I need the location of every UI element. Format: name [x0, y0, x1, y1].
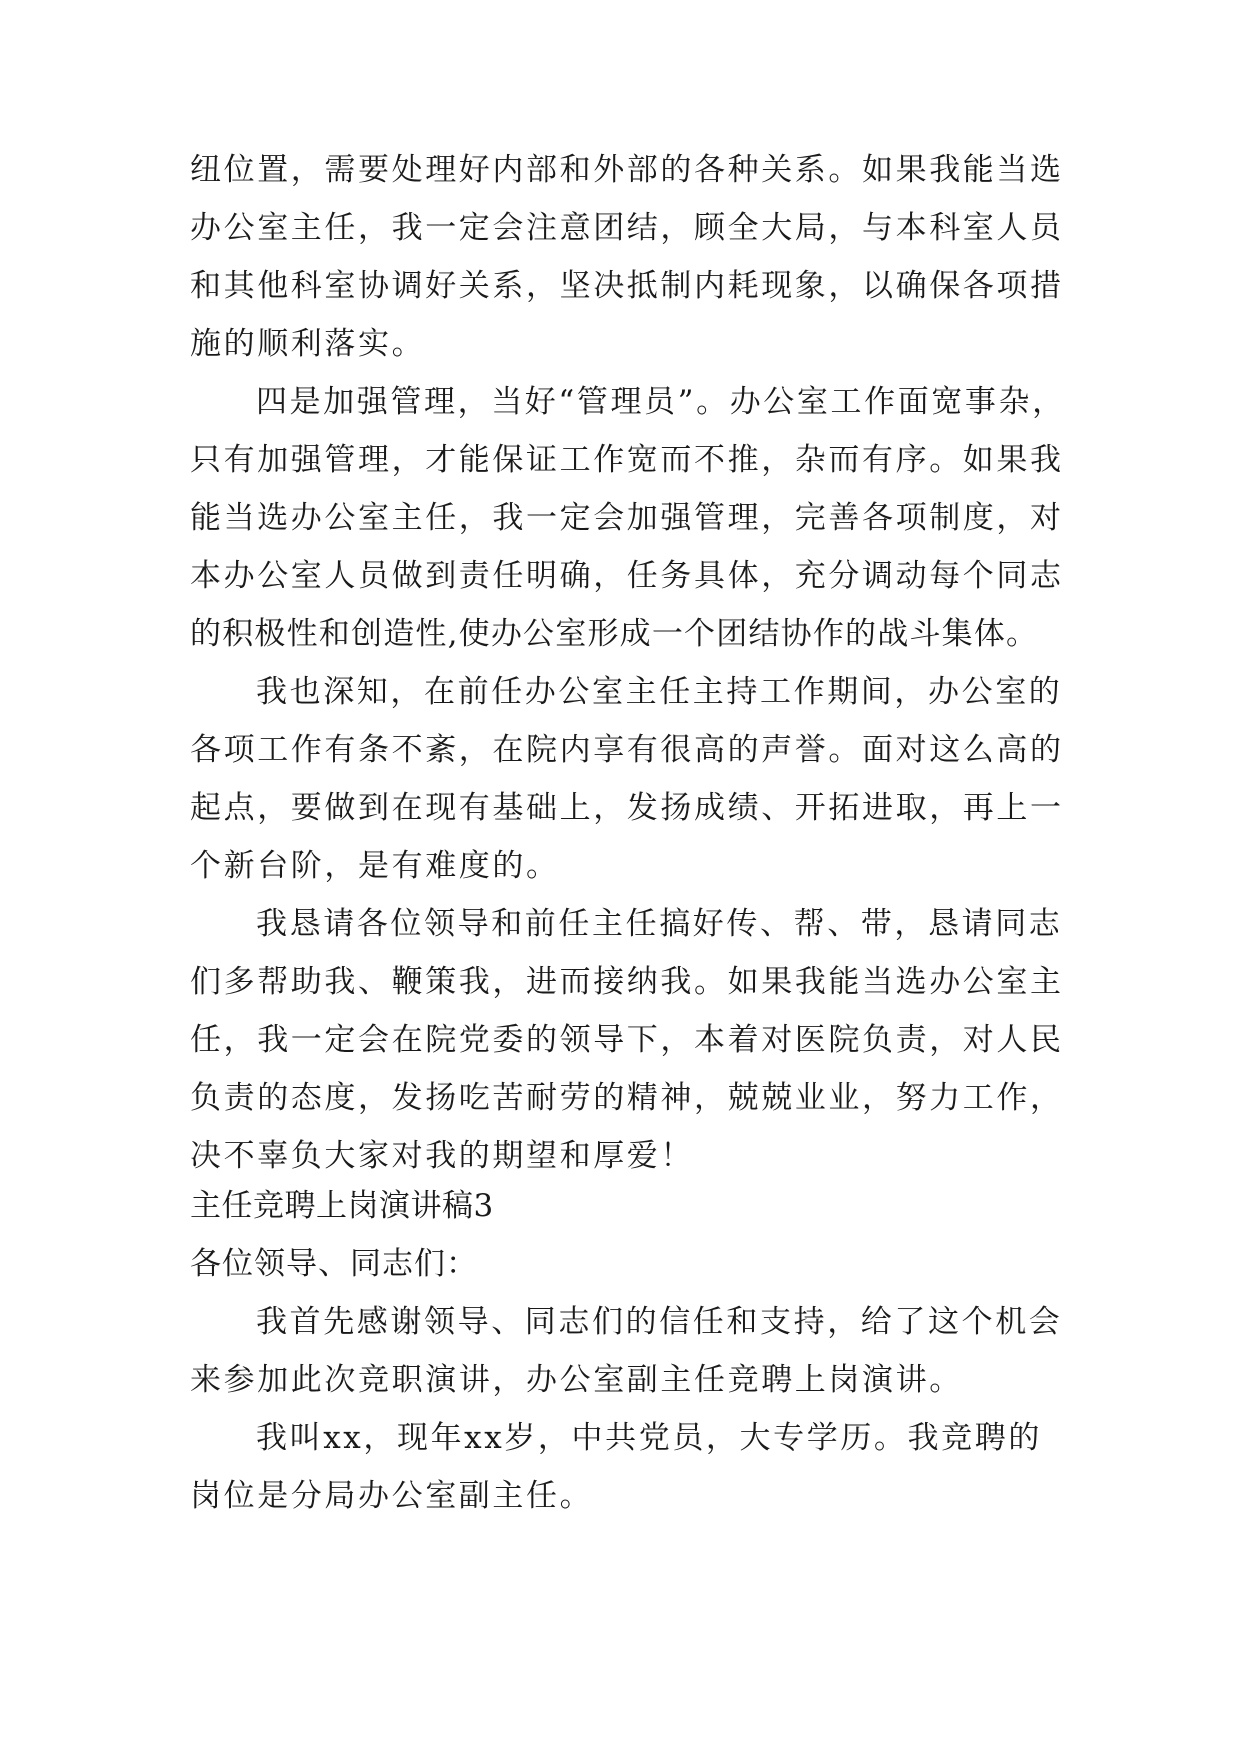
paragraph-line: 我叫xx，现年xx岁，中共党员，大专学历。我竞聘的: [256, 1420, 1042, 1456]
paragraph-line: 只有加强管理，才能保证工作宽而不推，杂而有序。如果我: [190, 442, 1064, 478]
paragraph-line: 岗位是分局办公室副主任。: [190, 1478, 594, 1514]
paragraph-line: 们多帮助我、鞭策我，进而接纳我。如果我能当选办公室主: [190, 964, 1064, 1000]
paragraph-line: 我首先感谢领导、同志们的信任和支持，给了这个机会: [256, 1304, 1063, 1340]
paragraph-line: 办公室主任，我一定会注意团结，顾全大局，与本科室人员: [190, 210, 1064, 246]
paragraph-line: 负责的态度，发扬吃苦耐劳的精神，兢兢业业，努力工作，: [190, 1080, 1064, 1116]
paragraph-line: 决不辜负大家对我的期望和厚爱！: [190, 1138, 694, 1174]
paragraph-line: 我恳请各位领导和前任主任搞好传、帮、带，恳请同志: [256, 906, 1063, 942]
paragraph-line: 的积极性和创造性,使办公室形成一个团结协作的战斗集体。: [190, 616, 1039, 652]
paragraph-line: 我也深知，在前任办公室主任主持工作期间，办公室的: [256, 674, 1063, 710]
paragraph-line: 纽位置，需要处理好内部和外部的各种关系。如果我能当选: [190, 152, 1064, 188]
salutation: 各位领导、同志们：: [190, 1246, 478, 1282]
paragraph-line: 能当选办公室主任，我一定会加强管理，完善各项制度，对: [190, 500, 1064, 536]
paragraph-line: 施的顺利落实。: [190, 326, 426, 362]
paragraph-line: 各项工作有条不紊，在院内享有很高的声誉。面对这么高的: [190, 732, 1064, 768]
paragraph-line: 四是加强管理，当好“管理员”。办公室工作面宽事杂，: [256, 384, 1066, 420]
paragraph-line: 来参加此次竞职演讲，办公室副主任竞聘上岗演讲。: [190, 1362, 963, 1398]
paragraph-line: 起点，要做到在现有基础上，发扬成绩、开拓进取，再上一: [190, 790, 1064, 826]
paragraph-line: 本办公室人员做到责任明确，任务具体，充分调动每个同志: [190, 558, 1064, 594]
paragraph-line: 和其他科室协调好关系，坚决抵制内耗现象，以确保各项措: [190, 268, 1064, 304]
paragraph-line: 个新台阶，是有难度的。: [190, 848, 560, 884]
section-title: 主任竞聘上岗演讲稿3: [190, 1188, 494, 1224]
paragraph-line: 任，我一定会在院党委的领导下，本着对医院负责，对人民: [190, 1022, 1064, 1058]
